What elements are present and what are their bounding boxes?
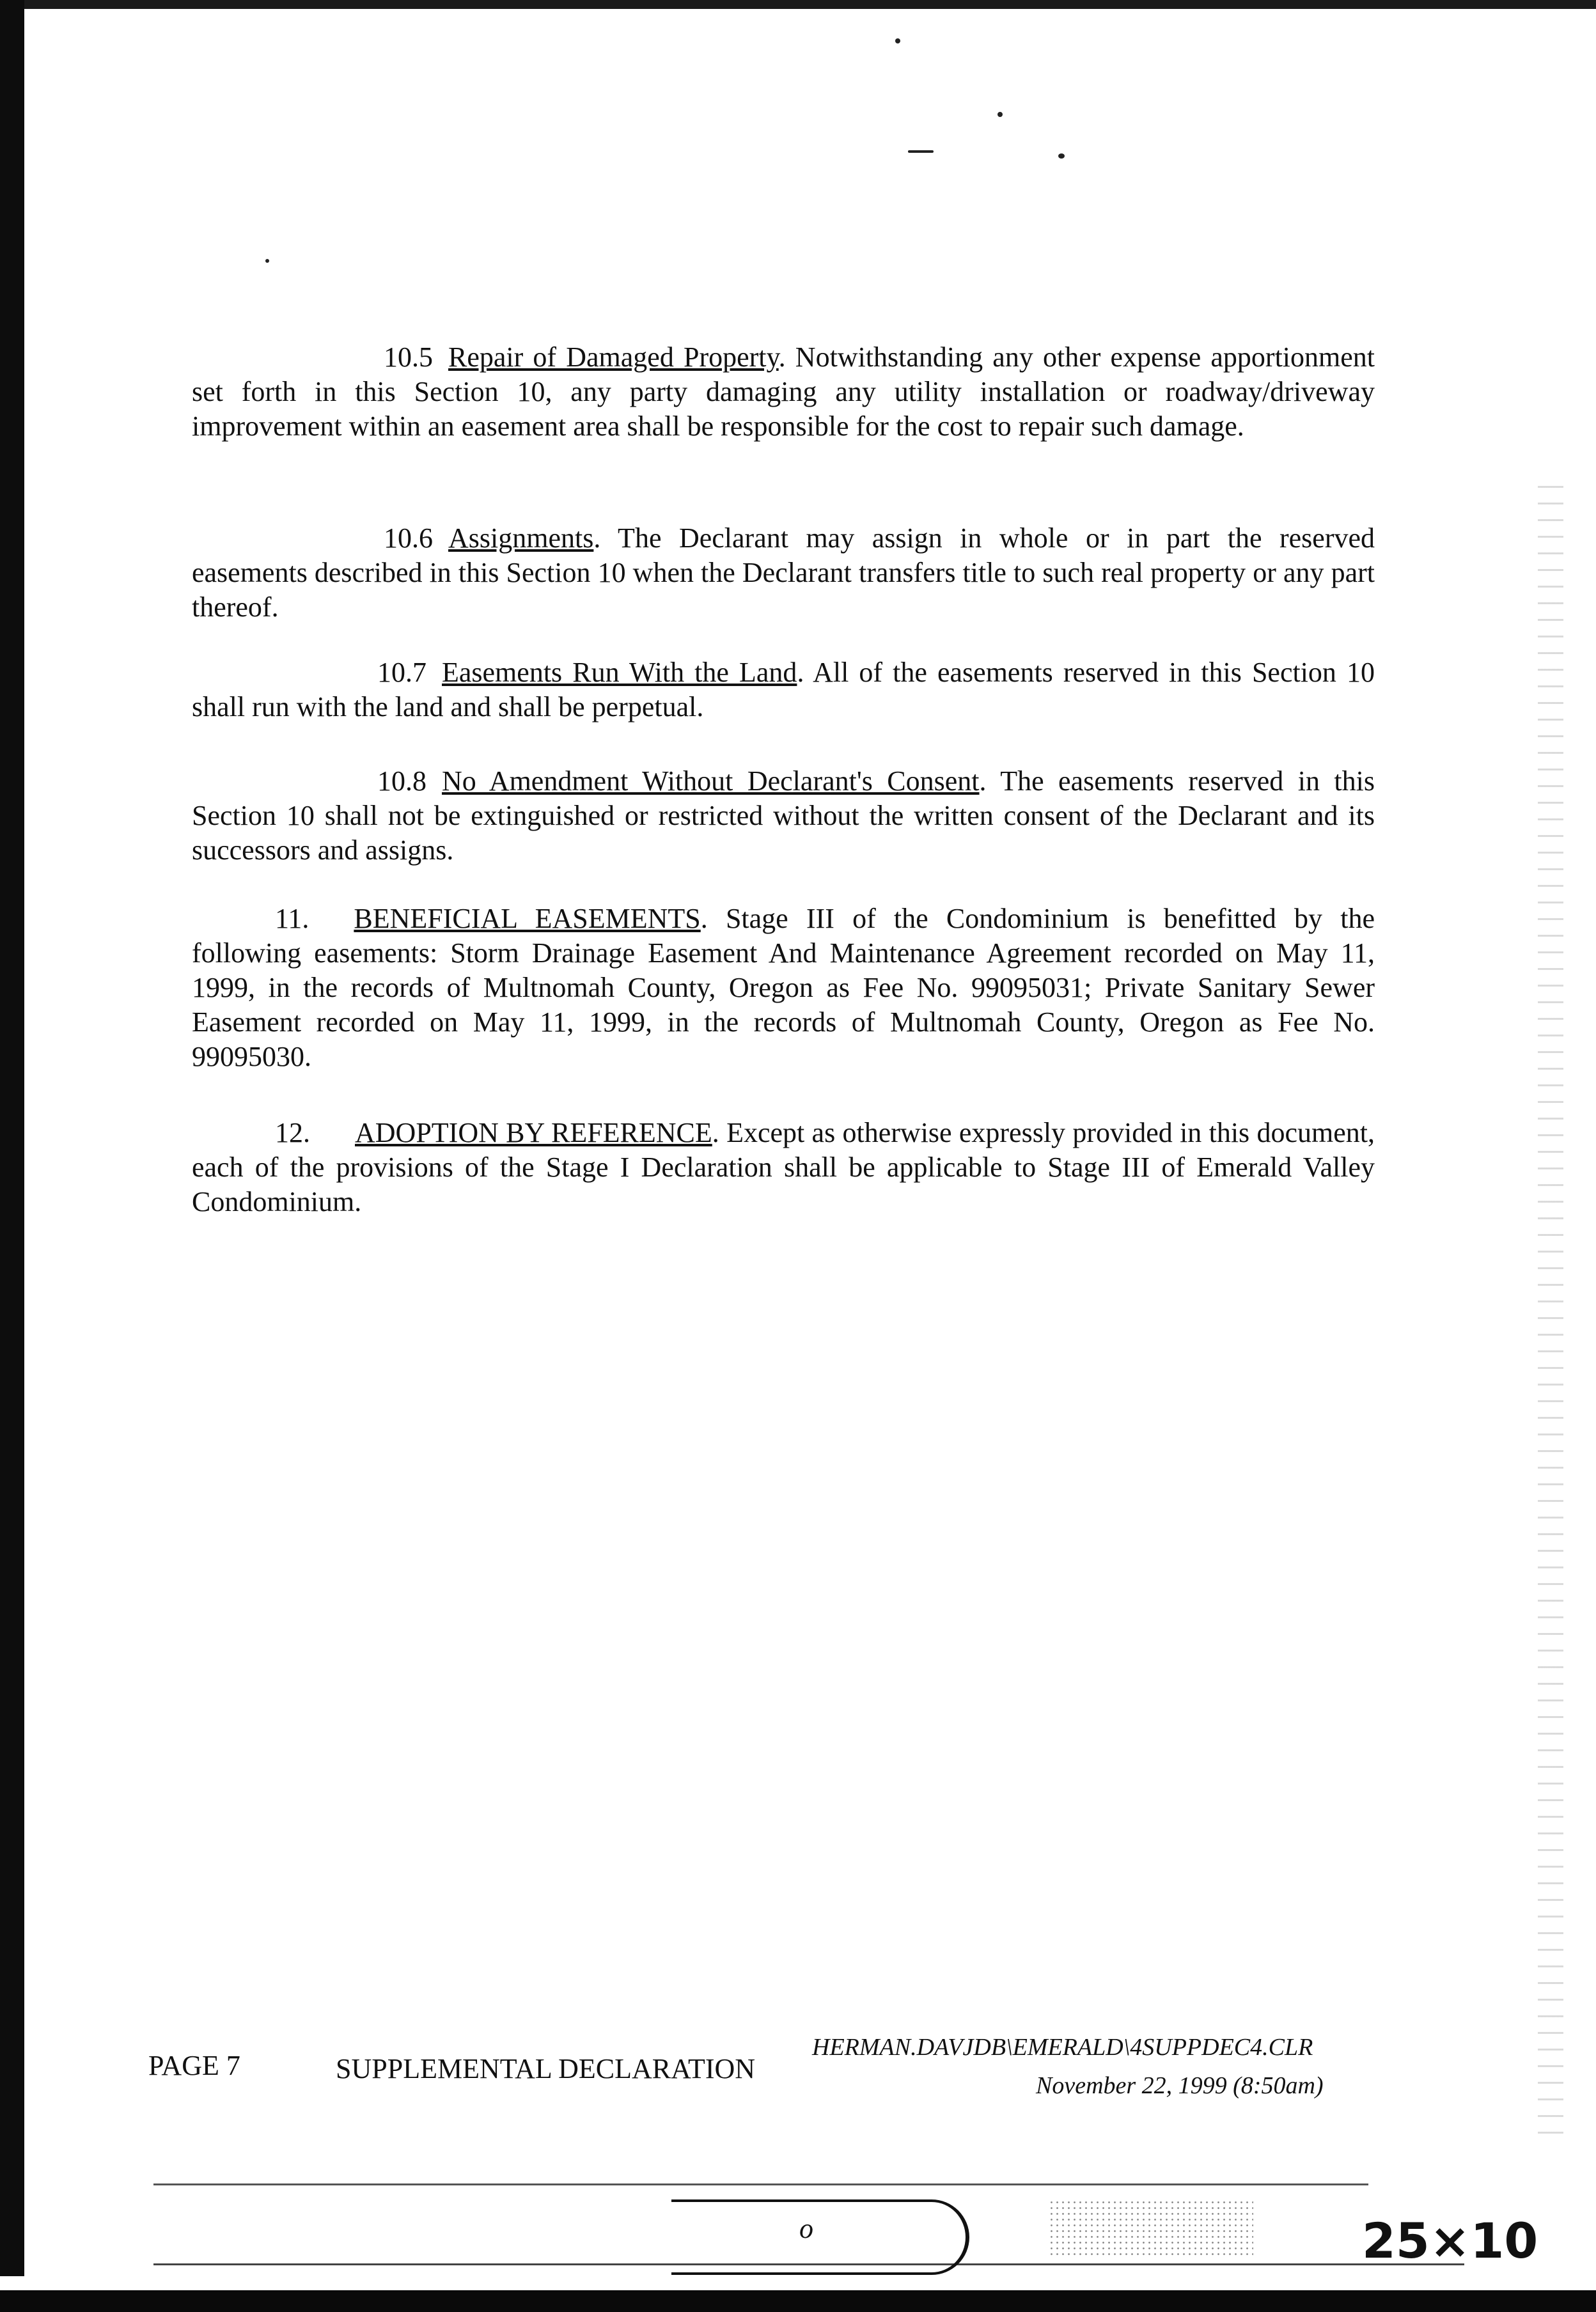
section-text: . Except as otherwise expressly provided in this document, each of the provisions of the Stage I Declaration shall be applicable to Stage III of Emerald Valley Condominium. — [192, 1117, 1375, 1217]
section-number: 12. — [275, 1117, 310, 1148]
section-text: . The easements reserved in this Section 10 shall not be extinguished or restricted without the written consent of the Declarant and its successors and assigns. — [192, 765, 1375, 866]
section-text: . Stage III of the Condominium is benefitted by the following easements: Storm Drainage Easement And Maintenance Agreement recorded on May 11, 1999, in the records of Multnomah County, Oregon as Fee No. 99095031; Private Sanitary Sewer Easement recorded on May 11, 1999, in the records of Multnomah County, Oregon as Fee No. 99095030. — [192, 903, 1375, 1072]
section-10-5 — [192, 340, 1375, 444]
scan-edge-left — [0, 0, 24, 2276]
section-number: 10.7 — [377, 657, 426, 688]
stamp-bracket — [671, 2199, 969, 2275]
section-number: 10.5 — [384, 341, 433, 373]
footer-date: November 22, 1999 (8:50am) — [1036, 2072, 1324, 2099]
section-number: 10.6 — [384, 522, 433, 554]
scan-speck — [265, 259, 269, 263]
section-text: . The Declarant may assign in whole or in part the reserved easements described in this Section 10 when the Declarant transfers title to such real property or any part thereof. — [192, 522, 1375, 623]
footer-file-path: HERMAN.DAVJDB\EMERALD\4SUPPDEC4.CLR — [812, 2034, 1313, 2061]
stamp-mark: o — [799, 2213, 813, 2244]
frame-count: 25×10 — [1362, 2212, 1538, 2269]
section-heading: No Amendment Without Declarant's Consent — [442, 765, 980, 797]
section-text: . All of the easements reserved in this Section 10 shall run with the land and shall be perpetual. — [192, 657, 1375, 722]
section-10-6 — [192, 521, 1375, 625]
section-12 — [192, 1116, 1375, 1219]
scan-noise-right — [1538, 486, 1563, 2148]
scan-speck — [908, 150, 934, 153]
section-heading: Easements Run With the Land — [442, 657, 797, 688]
scan-speck — [895, 38, 900, 43]
scan-edge-bottom — [0, 2290, 1596, 2312]
scan-noise-blob — [1049, 2199, 1253, 2257]
section-text: . Notwithstanding any other expense apportionment set forth in this Section 10, any party damaging any utility installation or roadway/driveway improvement within an easement area shall be responsible for the cost to repair such damage. — [192, 341, 1375, 442]
footer-title: SUPPLEMENTAL DECLARATION — [336, 2053, 756, 2084]
section-10-7 — [192, 655, 1375, 724]
section-11 — [192, 902, 1375, 1074]
section-10-8 — [192, 764, 1375, 868]
section-number: 10.8 — [377, 765, 426, 797]
bottom-rule — [153, 2183, 1368, 2185]
scan-speck — [997, 112, 1003, 117]
section-heading: BENEFICIAL EASEMENTS — [354, 903, 701, 934]
section-heading: ADOPTION BY REFERENCE — [355, 1117, 712, 1148]
section-heading: Repair of Damaged Property — [448, 341, 779, 373]
section-number: 11. — [275, 903, 309, 934]
section-heading: Assignments — [448, 522, 594, 554]
scan-edge-top — [0, 0, 1596, 9]
footer-page-number: PAGE 7 — [148, 2050, 240, 2081]
scan-speck — [1058, 153, 1065, 159]
